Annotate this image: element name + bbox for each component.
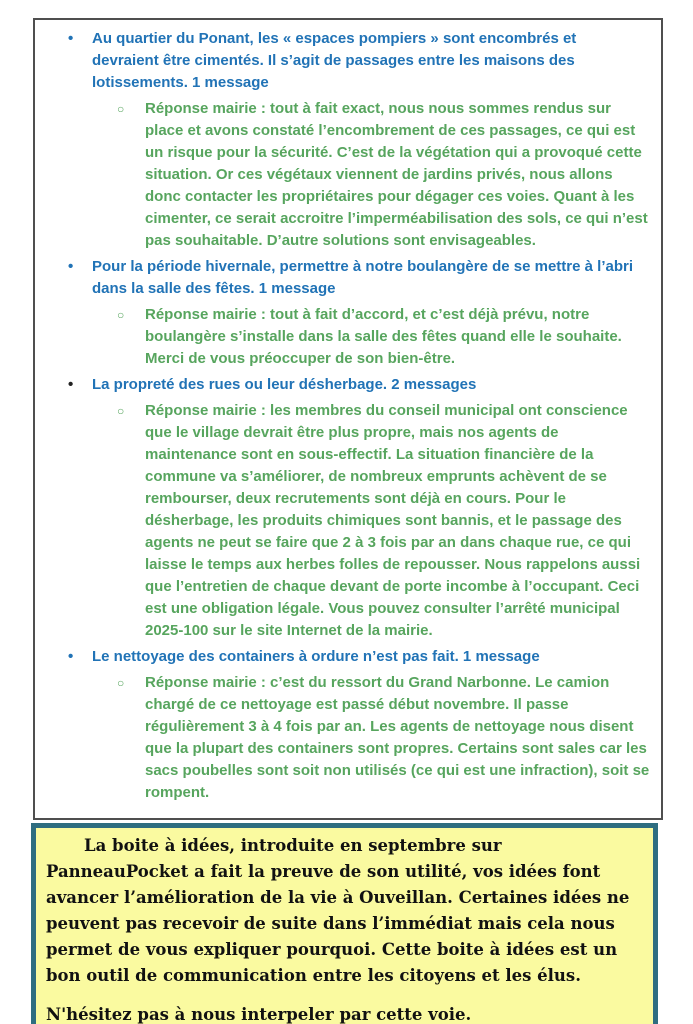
qa-item (35, 374, 655, 642)
qa-topic-text: Le nettoyage des containers à ordure n’est pas fait. 1 message (92, 648, 540, 665)
idea-box (31, 823, 658, 1024)
qa-response-row (35, 304, 655, 370)
qa-list (35, 28, 655, 804)
qa-topic-text: La propreté des rues ou leur désherbage. 2 messages (92, 376, 477, 393)
qa-item (35, 646, 655, 804)
qa-response-box (33, 18, 663, 820)
qa-topic-text: Pour la période hivernale, permettre à notre boulangère de se mettre à l’abri dans la salle des fêtes. 1 message (92, 258, 634, 297)
qa-item (35, 256, 655, 370)
qa-topic-row (35, 28, 655, 94)
qa-response-text: Réponse mairie : tout à fait exact, nous nous sommes rendus sur place et avons constaté l’encombrement de ces passages, ce qui est un risque pour la sécurité. C’est de la végétation qui a provoqué cette situation. Or ces végétaux viennent de jardins privés, nous allons donc contacter les propriétaires pour dégager ces voies. Quant à les cimenter, ce serait accroitre l’imperméabilisation des sols, ce qui n’est pas souhaitable. D’autre solutions sont envisageables. (145, 100, 648, 249)
qa-response-row (35, 400, 655, 642)
qa-topic-row (35, 256, 655, 300)
bullet-circle-icon: ○ (117, 308, 125, 322)
idea-box-paragraph-2: N'hésitez pas à nous interpeler par cette voie. (46, 1005, 472, 1024)
qa-topic-row (35, 374, 655, 396)
qa-item (35, 28, 655, 252)
bullet-disc-icon: • (68, 648, 74, 665)
qa-topic-row (35, 646, 655, 668)
qa-response-text: Réponse mairie : les membres du conseil municipal ont conscience que le village devrait être plus propre, mais nos agents de maintenance sont en sous-effectif. La situation financière de la commune va s’améliorer, de nombreux emprunts achèvent de se rembourser, deux recrutements sont déjà en cours. Pour le désherbage, les produits chimiques sont bannis, et le passage des agents ne peut se faire que 2 à 3 fois par an dans chaque rue, ce qui laisse le temps aux herbes folles de repousser. Nous rappelons aussi que l’entretien de chaque devant de porte incombe à l’occupant. Ceci est une obligation légale. Vous pouvez consulter l’arrêté municipal 2025-100 sur le site Internet de la mairie. (145, 402, 641, 639)
idea-box-paragraph-1: La boite à idées, introduite en septembre sur PanneauPocket a fait la preuve de son utilité, vos idées font avancer l’amélioration de la vie à Ouveillan. Certaines idées ne peuvent pas recevoir de suite dans l’immédiat mais cela nous permet de vous expliquer pourquoi. Cette boite à idées est un bon outil de communication entre les citoyens et les élus. (46, 836, 630, 985)
bullet-circle-icon: ○ (117, 404, 125, 418)
bullet-circle-icon: ○ (117, 676, 125, 690)
qa-response-text: Réponse mairie : c’est du ressort du Grand Narbonne. Le camion chargé de ce nettoyage est passé début novembre. Il passe régulièrement 3 à 4 fois par an. Les agents de nettoyage nous disent que la plupart des containers sont propres. Certains sont sales car les sacs poubelles sont soit non utilisés (ce qui est une infraction), soit se rompent. (145, 674, 650, 801)
qa-response-text: Réponse mairie : tout à fait d’accord, et c’est déjà prévu, notre boulangère s’installe dans la salle des fêtes quand elle le souhaite. Merci de vous préoccuper de son bien-être. (145, 306, 622, 367)
bullet-disc-icon: • (68, 258, 74, 275)
qa-response-row (35, 98, 655, 252)
qa-response-row (35, 672, 655, 804)
bullet-disc-icon: • (68, 376, 74, 393)
bullet-circle-icon: ○ (117, 102, 125, 116)
bullet-disc-icon: • (68, 30, 74, 47)
qa-topic-text: Au quartier du Ponant, les « espaces pompiers » sont encombrés et devraient être cimentés. Il s’agit de passages entre les maisons des lotissements. 1 message (92, 30, 577, 91)
